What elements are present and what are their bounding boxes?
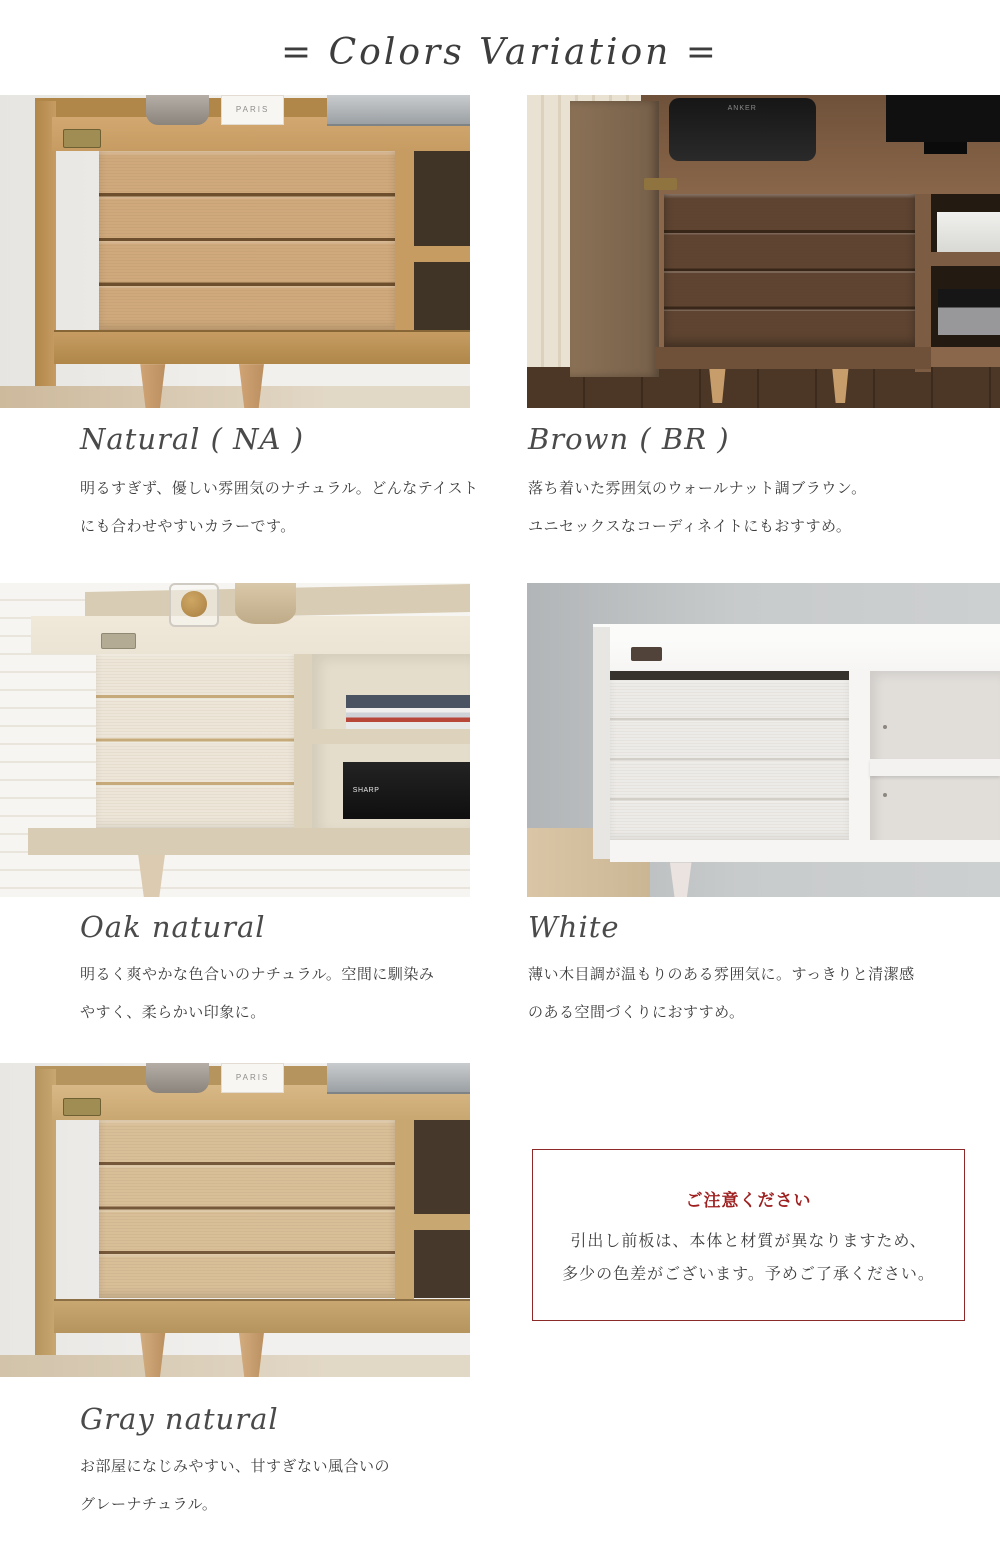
variant-photo-gray-natural <box>0 1063 470 1377</box>
laptop <box>327 95 470 126</box>
brand-badge <box>63 129 101 148</box>
notice-text-line: 引出し前板は、本体と材質が異なりますため、 <box>570 1233 927 1250</box>
notice-title: ご注意ください <box>685 1191 812 1210</box>
drawer-divider <box>915 194 932 372</box>
variant-photo-white <box>527 583 1000 897</box>
variant-description-gray-natural <box>80 1448 390 1524</box>
variant-heading-brown: Brown ( BR ) <box>528 422 730 456</box>
variant-heading-gray-natural: Gray natural <box>80 1402 279 1436</box>
shelf-board <box>931 252 1000 266</box>
shelf-board <box>414 1214 470 1230</box>
open-shelf <box>931 194 1000 347</box>
books <box>346 695 470 728</box>
open-shelf <box>312 654 470 828</box>
amplifier <box>938 289 1000 335</box>
description-line: にも合わせやすいカラーです。 <box>80 518 296 535</box>
laptop <box>327 1063 470 1094</box>
notice-box <box>532 1149 965 1321</box>
variant-photo-natural <box>0 95 470 408</box>
shelf-pin-hole <box>883 725 887 729</box>
drawer-gap <box>610 671 849 680</box>
decor-vase <box>146 95 209 125</box>
paris-card: PARIS <box>221 95 284 125</box>
description-line: やすく、柔らかい印象に。 <box>80 1004 266 1021</box>
cabinet-leg <box>667 862 695 897</box>
cabinet-leg <box>134 855 169 897</box>
notice-text-line: 多少の色差がございます。予めご了承ください。 <box>562 1266 935 1283</box>
plant-pot <box>235 583 296 624</box>
description-line: お部屋になじみやすい、甘すぎない風合いの <box>80 1458 391 1475</box>
paris-card: PARIS <box>221 1063 284 1093</box>
floor <box>0 1355 470 1377</box>
description-line: グレーナチュラル。 <box>80 1496 218 1513</box>
notice-body <box>533 1225 964 1291</box>
tv-stand-drawer <box>99 1120 395 1299</box>
drawer-divider <box>849 671 870 863</box>
brand-badge <box>63 1098 101 1117</box>
open-shelf <box>870 671 1000 863</box>
variant-photo-oak-natural <box>0 583 470 897</box>
description-line: 落ち着いた雰囲気のウォールナット調ブラウン。 <box>528 480 867 497</box>
bottom-rail <box>54 330 470 364</box>
sharp-recorder: SHARP <box>343 762 470 820</box>
shelf-pin-hole <box>883 793 887 797</box>
brand-badge <box>644 178 677 191</box>
shelf-board <box>414 246 470 262</box>
cabinet-side-panel <box>570 101 660 376</box>
open-shelf <box>414 1120 470 1299</box>
drawer-divider <box>294 654 312 855</box>
anker-speaker: ANKER <box>669 98 816 161</box>
description-line: 薄い木目調が温もりのある雰囲気に。すっきりと清潔感 <box>528 966 915 983</box>
bottom-rail <box>610 840 1000 862</box>
tv-stand-foot <box>924 142 967 155</box>
shelf-board <box>312 729 470 745</box>
floor <box>0 386 470 408</box>
variant-description-natural <box>80 470 479 546</box>
description-line: のある空間づくりにおすすめ。 <box>528 1004 745 1021</box>
open-shelf <box>414 151 470 329</box>
variant-description-oak-natural <box>80 956 434 1032</box>
tv-stand-drawer <box>96 654 293 828</box>
brand-badge <box>631 647 662 661</box>
variant-description-brown <box>528 470 867 546</box>
decor-vase <box>146 1063 209 1093</box>
variant-photo-brown <box>527 95 1000 408</box>
game-console <box>937 212 1000 252</box>
variant-heading-white: White <box>528 910 620 944</box>
tv-stand-drawer <box>664 194 915 347</box>
description-line: 明るすぎず、優しい雰囲気のナチュラル。どんなテイスト <box>80 480 479 497</box>
tv-stand-drawer <box>610 680 849 840</box>
cabinet-side-panel <box>593 627 610 859</box>
bottom-rail <box>655 347 932 369</box>
description-line: ユニセックスなコーディネイトにもおすすめ。 <box>528 518 852 535</box>
variant-description-white <box>528 956 915 1032</box>
shelf-board <box>870 759 1000 776</box>
brand-badge <box>101 633 136 649</box>
description-line: 明るく爽やかな色合いのナチュラル。空間に馴染み <box>80 966 435 983</box>
variant-heading-natural: Natural ( NA ) <box>80 422 305 456</box>
tv-screen <box>886 95 1000 142</box>
page-title: = Colors Variation = <box>281 32 719 73</box>
variant-heading-oak-natural: Oak natural <box>80 910 266 944</box>
glass-jar <box>169 583 218 627</box>
tv-stand-drawer <box>99 151 395 329</box>
bottom-rail <box>54 1299 470 1334</box>
bottom-rail <box>28 828 470 855</box>
